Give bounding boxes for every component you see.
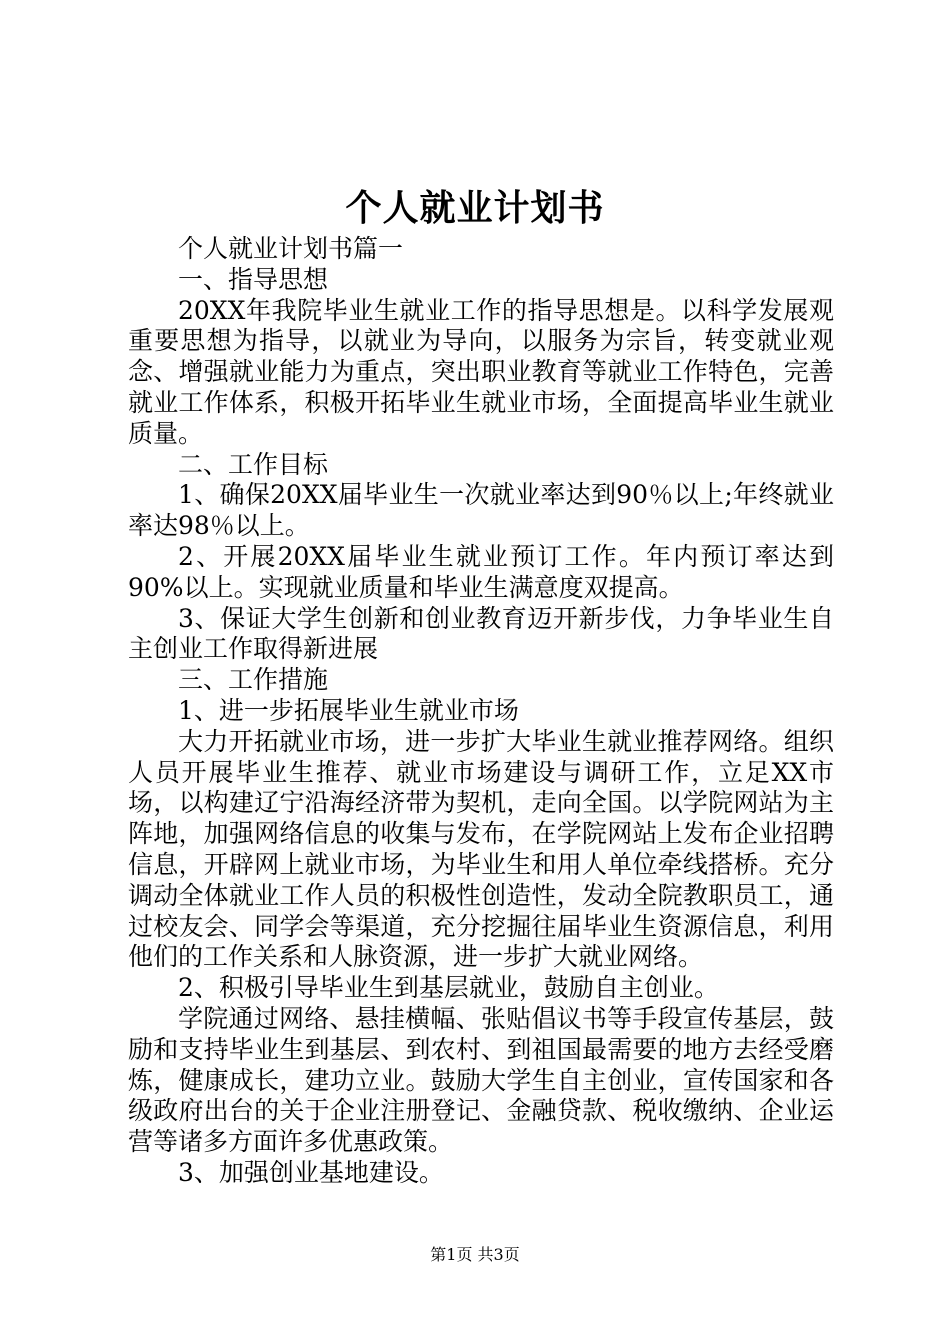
paragraph-measure-1-heading: 1、进一步拓展毕业生就业市场 <box>178 695 519 725</box>
paragraph-measure-3-heading: 3、加强创业基地建设。 <box>178 1157 444 1187</box>
paragraph-measure-2-heading: 2、积极引导毕业生到基层就业，鼓励自主创业。 <box>178 973 719 1003</box>
page-number-footer: 第1页 共3页 <box>430 1245 520 1264</box>
paragraph-measure-2: 学院通过网络、悬挂横幅、张贴倡议书等手段宣传基层，鼓励和支持毕业生到基层、到农村、到祖国最需要的地方去经受磨炼，健康成长，建功立业。鼓励大学生自主创业，宣传国家和各级政府出台的关于企业注册登记、金融贷款、税收缴纳、企业运营等诸多方面许多优惠政策。 <box>128 1003 834 1157</box>
paragraph-goal-1: 1、确保20XX届毕业生一次就业率达到90％以上;年终就业率达98％以上。 <box>128 480 834 541</box>
document-body <box>128 234 834 1189</box>
paragraph-guiding-thought: 20XX年我院毕业生就业工作的指导思想是。以科学发展观重要思想为指导，以就业为导向，以服务为宗旨，转变就业观念、增强就业能力为重点，突出职业教育等就业工作特色，完善就业工作体系，积极开拓毕业生就业市场，全面提高毕业生就业质量。 <box>128 295 834 448</box>
paragraph-goal-3: 3、保证大学生创新和创业教育迈开新步伐，力争毕业生自主创业工作取得新进展 <box>128 603 834 664</box>
paragraph-section-heading: 个人就业计划书篇一 <box>178 234 404 263</box>
paragraph-goal-2: 2、开展20XX届毕业生就业预订工作。年内预订率达到90%以上。实现就业质量和毕业生满意度双提高。 <box>128 541 834 602</box>
paragraph-heading-guiding-thought: 一、指导思想 <box>178 264 329 294</box>
paragraph-heading-work-goals: 二、工作目标 <box>178 449 329 479</box>
document-title: 个人就业计划书 <box>345 187 605 229</box>
paragraph-measure-1: 大力开拓就业市场，进一步扩大毕业生就业推荐网络。组织人员开展毕业生推荐、就业市场建设与调研工作，立足XX市场，以构建辽宁沿海经济带为契机，走向全国。以学院网站为主阵地，加强网络信息的收集与发布，在学院网站上发布企业招聘信息，开辟网上就业市场，为毕业生和用人单位牵线搭桥。充分调动全体就业工作人员的积极性创造性，发动全院教职员工，通过校友会、同学会等渠道，充分挖掘往届毕业生资源信息，利用他们的工作关系和人脉资源，进一步扩大就业网络。 <box>128 726 834 972</box>
paragraph-heading-work-measures: 三、工作措施 <box>178 665 329 695</box>
